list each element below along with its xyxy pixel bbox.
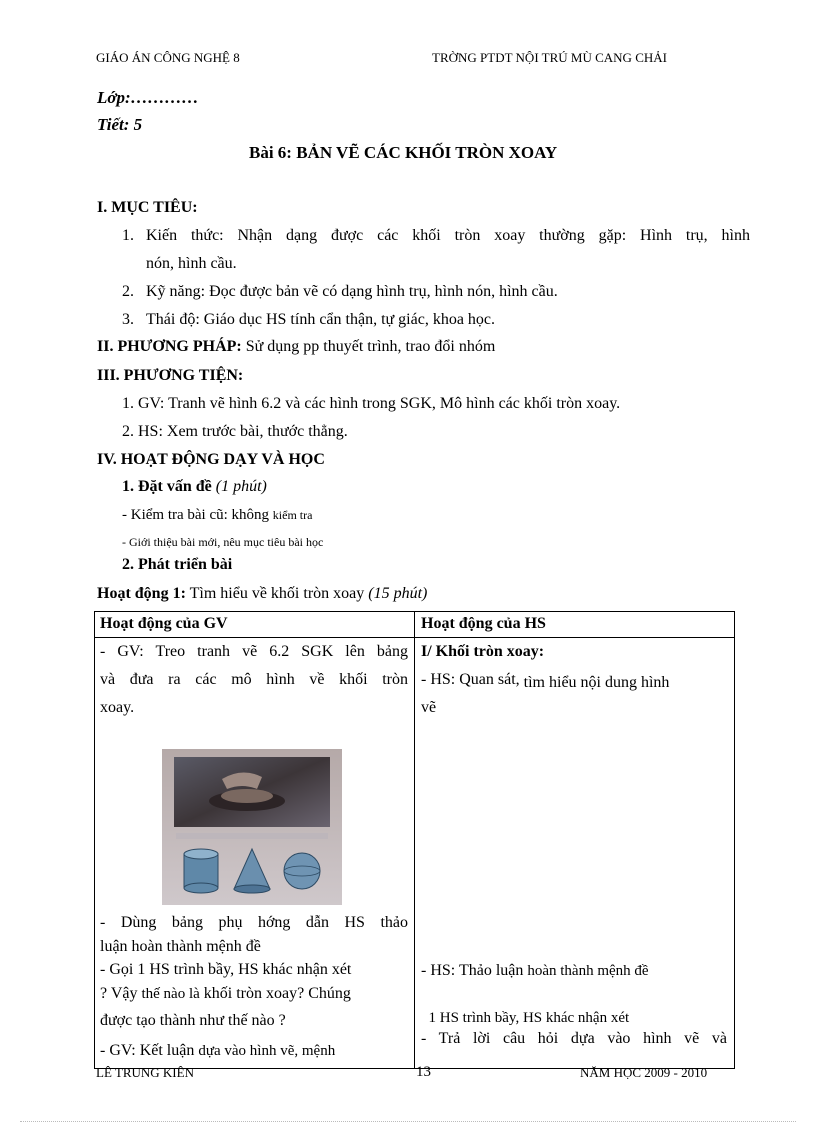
objective-number: 3. (122, 311, 134, 328)
objective-item: Kỹ năng: Đọc được bản vẽ có dạng hình trụ, hình nón, hình cầu. (146, 283, 558, 300)
header-right: TRỜNG PTDT NỘI TRÚ MÙ CANG CHẢI (432, 50, 667, 65)
column-header-hs: Hoạt động của HS (421, 615, 546, 632)
gv-text: xoay. (100, 699, 135, 716)
activity-table (94, 611, 735, 1069)
activity1-time: (15 phút) (368, 585, 428, 602)
hs-text: vẽ (421, 699, 437, 716)
activity1-text: Tìm hiểu về khối tròn xoay (185, 585, 369, 602)
gv-text: được tạo thành như thế nào ? (100, 1012, 286, 1029)
period-line: Tiết: 5 (97, 115, 143, 134)
page-title: Bài 6: BẢN VẼ CÁC KHỐI TRÒN XOAY (249, 143, 558, 162)
gv-text: ? Vậy (100, 985, 142, 1002)
activities-heading: IV. HOẠT ĐỘNG DẠY VÀ HỌC (97, 451, 325, 468)
hs-cell (415, 638, 735, 1069)
gv-text-line (100, 985, 408, 1003)
header-left: GIÁO ÁN CÔNG NGHỆ 8 (96, 50, 240, 65)
gv-text: thế nào là (141, 986, 200, 1002)
activity1-line (97, 585, 427, 603)
gv-cell-content (95, 638, 414, 1068)
step1-line (122, 478, 267, 496)
hs-text: - HS: Quan sát, (421, 671, 524, 688)
check-old-text: - Kiểm tra bài cũ: không (122, 507, 273, 523)
activity1-label: Hoạt động 1: (97, 585, 186, 602)
hs-text: tìm hiểu nội dung hình (523, 674, 670, 691)
hs-text-line (421, 962, 649, 980)
gv-text: - Gọi 1 HS trình bầy, HS khác nhận xét (100, 961, 352, 978)
page-number: 13 (416, 1064, 431, 1080)
means-heading: III. PHƯƠNG TIỆN: (97, 367, 244, 384)
hs-text: hoàn thành mệnh đề (527, 963, 649, 979)
hs-text-line (421, 671, 669, 689)
page-bottom-divider (20, 1121, 796, 1122)
means-item: 1. GV: Tranh vẽ hình 6.2 và các hình trong SGK, Mô hình các khối tròn xoay. (122, 395, 621, 412)
footer-author: LÊ TRUNG KIÊN (96, 1065, 194, 1080)
method-heading: II. PHƯƠNG PHÁP: (97, 338, 242, 355)
means-item: 2. HS: Xem trước bài, thước thẳng. (122, 423, 348, 440)
step2-label: 2. Phát triển bài (122, 556, 233, 573)
method-line (97, 338, 495, 356)
gv-text: luận hoàn thành mệnh đề (100, 938, 261, 955)
class-line: Lớp:………… (97, 88, 199, 107)
objectives-heading: I. MỤC TIÊU: (97, 199, 198, 216)
hs-cell-content (415, 638, 734, 1068)
column-header-gv: Hoạt động của GV (100, 615, 228, 632)
objective-item: Kiến thức: Nhận dạng được các khối tròn xoay thường gặp: Hình trụ, hình (146, 227, 750, 244)
method-text: Sử dụng pp thuyết trình, trao đổi nhóm (241, 338, 496, 355)
objective-number: 1. (122, 227, 134, 244)
gv-text: - GV: Treo tranh vẽ 6.2 SGK lên bảng (100, 643, 408, 660)
header-cell-hs (415, 612, 735, 638)
gv-text: khối tròn xoay? Chúng (199, 985, 351, 1002)
gv-cell (95, 638, 415, 1069)
gv-text: - GV: Kết luận (100, 1042, 199, 1059)
intro-new-lesson: - Giới thiệu bài mới, nêu mục tiêu bài học (122, 535, 324, 549)
hs-heading: I/ Khối tròn xoay: (421, 643, 545, 660)
objective-item-continued: nón, hình cầu. (146, 255, 237, 272)
objective-item: Thái độ: Giáo dục HS tính cẩn thận, tự giác, khoa học. (146, 311, 496, 328)
header-cell-gv (95, 612, 415, 638)
gv-text: - Dùng bảng phụ hớng dẫn HS thảo (100, 914, 408, 931)
step1-time: (1 phút) (211, 478, 267, 495)
gv-text: và đưa ra các mô hình về khối tròn (100, 671, 408, 688)
footer-year: NĂM HỌC 2009 - 2010 (580, 1065, 708, 1080)
hs-text: 1 HS trình bầy, HS khác nhận xét (421, 1010, 630, 1026)
check-old-lesson (122, 507, 312, 524)
check-old-text-small: kiểm tra (272, 508, 313, 522)
step1-label: 1. Đặt vấn đề (122, 478, 212, 495)
textbook-figure-image (162, 749, 342, 905)
gv-text-line (100, 1042, 335, 1060)
hs-text: - Trả lời câu hỏi dựa vào hình vẽ và (421, 1030, 727, 1047)
objective-number: 2. (122, 283, 134, 300)
gv-text: dựa vào hình vẽ, mệnh (198, 1043, 336, 1059)
hs-text: - HS: Thảo luận (421, 962, 528, 979)
